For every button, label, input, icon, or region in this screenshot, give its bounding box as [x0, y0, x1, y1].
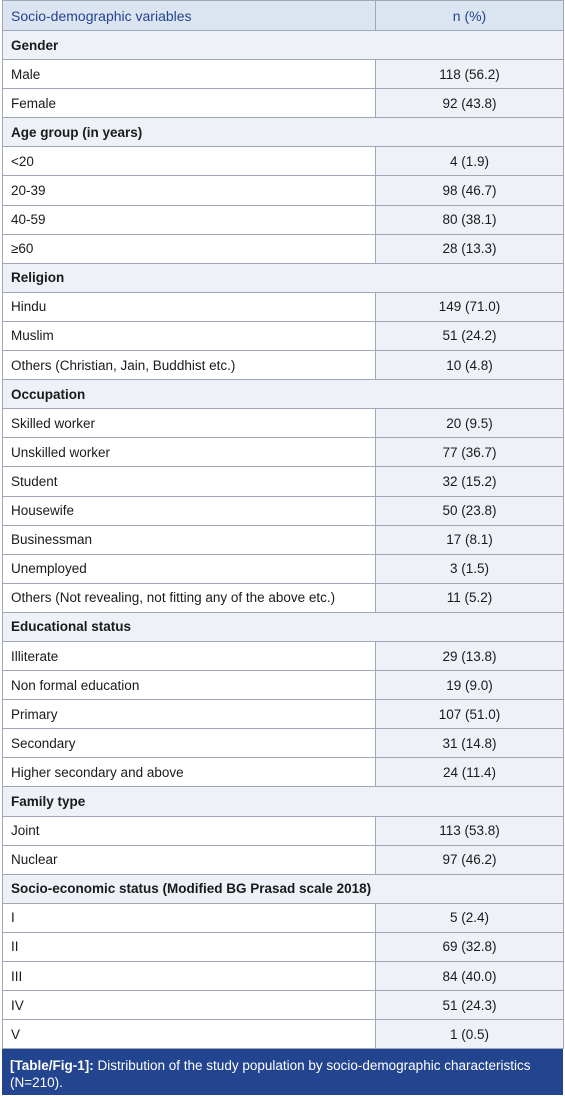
row-label: Businessman: [3, 525, 376, 554]
table-row: [3, 583, 564, 612]
table-row: [3, 554, 564, 583]
table-row: [3, 409, 564, 438]
row-label: Secondary: [3, 729, 376, 758]
row-label: Skilled worker: [3, 409, 376, 438]
table-row: [3, 292, 564, 321]
table-row: [3, 321, 564, 350]
row-label: II: [3, 932, 376, 961]
table-row: [3, 467, 564, 496]
row-value: 77 (36.7): [376, 438, 564, 467]
table-row: [3, 205, 564, 234]
row-value: 19 (9.0): [376, 671, 564, 700]
row-value: 11 (5.2): [376, 583, 564, 612]
row-value: 4 (1.9): [376, 147, 564, 176]
table-row: [3, 351, 564, 380]
row-value: 28 (13.3): [376, 234, 564, 263]
row-label: Muslim: [3, 321, 376, 350]
row-label: III: [3, 962, 376, 991]
row-label: Illiterate: [3, 641, 376, 670]
table-row: [3, 932, 564, 961]
header-n-percent: n (%): [376, 1, 564, 31]
table-row: [3, 729, 564, 758]
row-label: Housewife: [3, 496, 376, 525]
row-value: 29 (13.8): [376, 641, 564, 670]
section-title: Gender: [3, 31, 564, 60]
row-label: ≥60: [3, 234, 376, 263]
row-value: 107 (51.0): [376, 700, 564, 729]
row-label: Non formal education: [3, 671, 376, 700]
row-value: 84 (40.0): [376, 962, 564, 991]
table-header-row: [3, 1, 564, 31]
row-value: 20 (9.5): [376, 409, 564, 438]
row-value: 92 (43.8): [376, 89, 564, 118]
row-value: 80 (38.1): [376, 205, 564, 234]
row-label: Higher secondary and above: [3, 758, 376, 787]
row-value: 149 (71.0): [376, 292, 564, 321]
section-row: [3, 263, 564, 292]
table-row: [3, 845, 564, 874]
socio-demographic-table: [2, 0, 564, 1049]
row-value: 24 (11.4): [376, 758, 564, 787]
row-value: 32 (15.2): [376, 467, 564, 496]
row-label: Primary: [3, 700, 376, 729]
table-row: [3, 147, 564, 176]
section-row: [3, 874, 564, 903]
row-label: <20: [3, 147, 376, 176]
table-row: [3, 962, 564, 991]
row-label: 20-39: [3, 176, 376, 205]
table-row: [3, 89, 564, 118]
table-row: [3, 234, 564, 263]
row-label: Male: [3, 60, 376, 89]
row-value: 1 (0.5): [376, 1020, 564, 1049]
section-title: Religion: [3, 263, 564, 292]
row-label: Female: [3, 89, 376, 118]
table-row: [3, 641, 564, 670]
table-row: [3, 671, 564, 700]
row-value: 69 (32.8): [376, 932, 564, 961]
row-value: 5 (2.4): [376, 903, 564, 932]
row-value: 31 (14.8): [376, 729, 564, 758]
row-label: IV: [3, 991, 376, 1020]
row-label: 40-59: [3, 205, 376, 234]
table-row: [3, 903, 564, 932]
row-value: 50 (23.8): [376, 496, 564, 525]
row-label: Others (Not revealing, not fitting any of the above etc.): [3, 583, 376, 612]
section-row: [3, 380, 564, 409]
section-title: Educational status: [3, 612, 564, 641]
table-row: [3, 60, 564, 89]
row-value: 118 (56.2): [376, 60, 564, 89]
table-body: [3, 31, 564, 1049]
table-row: [3, 700, 564, 729]
caption-text: Distribution of the study population by socio-demographic characteristics (N=210).: [10, 1058, 531, 1091]
table-row: [3, 816, 564, 845]
section-title: Family type: [3, 787, 564, 816]
row-label: Others (Christian, Jain, Buddhist etc.): [3, 351, 376, 380]
row-value: 17 (8.1): [376, 525, 564, 554]
table-caption: [2, 1049, 563, 1095]
row-label: Unemployed: [3, 554, 376, 583]
row-value: 98 (46.7): [376, 176, 564, 205]
table-row: [3, 991, 564, 1020]
row-label: Unskilled worker: [3, 438, 376, 467]
row-value: 10 (4.8): [376, 351, 564, 380]
table-row: [3, 525, 564, 554]
section-row: [3, 612, 564, 641]
table-figure: [2, 0, 563, 1095]
section-title: Socio-economic status (Modified BG Prasad scale 2018): [3, 874, 564, 903]
row-label: Joint: [3, 816, 376, 845]
row-label: V: [3, 1020, 376, 1049]
row-label: Nuclear: [3, 845, 376, 874]
table-row: [3, 758, 564, 787]
table-row: [3, 1020, 564, 1049]
section-row: [3, 118, 564, 147]
row-value: 97 (46.2): [376, 845, 564, 874]
row-value: 113 (53.8): [376, 816, 564, 845]
section-row: [3, 787, 564, 816]
row-value: 51 (24.2): [376, 321, 564, 350]
section-title: Age group (in years): [3, 118, 564, 147]
table-row: [3, 176, 564, 205]
caption-tag: [Table/Fig-1]:: [10, 1058, 94, 1074]
row-label: Hindu: [3, 292, 376, 321]
table-row: [3, 438, 564, 467]
section-title: Occupation: [3, 380, 564, 409]
section-row: [3, 31, 564, 60]
header-variables: Socio-demographic variables: [3, 1, 376, 31]
table-row: [3, 496, 564, 525]
row-value: 3 (1.5): [376, 554, 564, 583]
row-label: Student: [3, 467, 376, 496]
row-value: 51 (24.3): [376, 991, 564, 1020]
row-label: I: [3, 903, 376, 932]
